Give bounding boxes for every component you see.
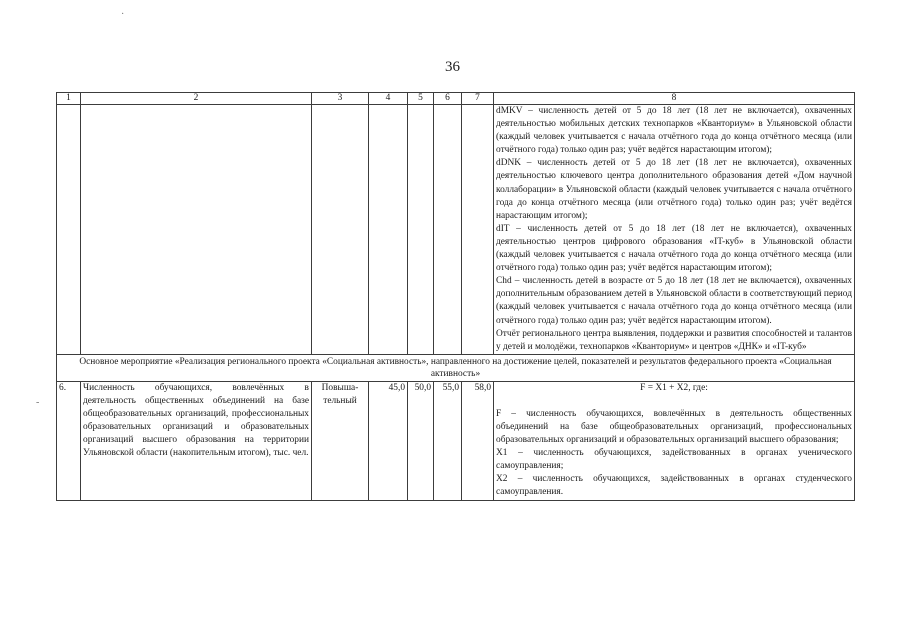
value-col-6: 55,0	[434, 381, 462, 500]
row-number: 6.	[57, 381, 81, 500]
calculation-method-cell	[494, 105, 855, 355]
section-title: Основное мероприятие «Реализация регионального проекта «Социальная активность», направленного на достижение целей, показателей и результатов федерального проекта «Социальная активность»	[57, 354, 855, 381]
calculation-method-cell	[494, 381, 855, 500]
definition-paragraph: X1 – численность обучающихся, задействованных в органах ученического самоуправления;	[496, 448, 852, 472]
definition-paragraph: dMKV – численность детей от 5 до 18 лет (18 лет не включается), охваченных деятельностью мобильных детских технопарков «Кванториум» в Ульяновской области (каждый человек учитывается с начала отчётного года до конца отчётного месяца (или отчётного года) только один раз; учёт ведётся нарастающим итогом);	[496, 106, 852, 156]
definition-paragraph: dDNK – численность детей от 5 до 18 лет (18 лет не включается), охваченных деятельностью ключевого центра дополнительного образования детей «Дом научной коллаборации» в Ульяновской области (каждый человек учитывается с начала отчётного года до конца отчётного месяца (или отчётного года) только один раз; учёт ведётся нарастающим итогом);	[496, 158, 852, 221]
direction-cell: Повыша- тельный	[312, 381, 369, 500]
value-col-7: 58,0	[462, 381, 494, 500]
column-number: 8	[494, 93, 855, 105]
section-heading-row	[57, 354, 855, 381]
definition-paragraph: dIT – численность детей от 5 до 18 лет (18 лет не включается), охваченных деятельностью центров цифрового образования «IT-куб» в Ульяновской области (каждый человек учитывается с начала отчётного года до конца отчётного месяца (или отчётного года) только один раз; учёт ведётся нарастающим итогом);	[496, 223, 852, 274]
definition-paragraph: F – численность обучающихся, вовлечённых в деятельность общественных объединений на базе общеобразовательных организаций, профессиональных образовательных организаций и образовательных организаций высшего образования;	[496, 408, 852, 446]
column-number: 2	[81, 93, 312, 105]
continuation-row	[57, 105, 855, 355]
column-number: 6	[434, 93, 462, 105]
scan-mark: -	[36, 397, 40, 408]
column-number: 3	[312, 93, 369, 105]
column-number: 7	[462, 93, 494, 105]
definition-paragraph: X2 – численность обучающихся, задействованных в органах студенческого самоуправления.	[496, 474, 852, 498]
column-number-row	[57, 93, 855, 105]
indicator-row	[57, 381, 855, 500]
formula: F = X1 + X2, где:	[640, 382, 708, 393]
column-number: 1	[57, 93, 81, 105]
value-col-4: 45,0	[369, 381, 408, 500]
column-number: 4	[369, 93, 408, 105]
value-col-5: 50,0	[408, 381, 434, 500]
indicator-table	[56, 92, 855, 501]
report-source-paragraph: Отчёт регионального центра выявления, поддержки и развития способностей и талантов у детей и молодёжи, технопарков «Кванториум» и центров «ДНК» и «IT-куб»	[496, 328, 852, 352]
definition-paragraph: Chd – численность детей в возрасте от 5 до 18 лет (18 лет не включается), охваченных дополнительным образованием детей в Ульяновской области в соответствующий период (каждый человек учитывается с начала отчётного года до конца отчётного месяца (или отчётного года) только один раз; учёт ведётся нарастающим итогом).	[496, 276, 852, 326]
page-number: 36	[445, 59, 460, 75]
column-number: 5	[408, 93, 434, 105]
indicator-name: Численность обучающихся, вовлечённых в деятельность общественных объединений на базе общеобразовательных организаций, профессиональных образовательных организаций и образовательных организаций высшего образования на территории Ульяновской области (накопительным итогом), тыс. чел.	[81, 381, 312, 500]
scan-mark: ·	[121, 9, 125, 20]
